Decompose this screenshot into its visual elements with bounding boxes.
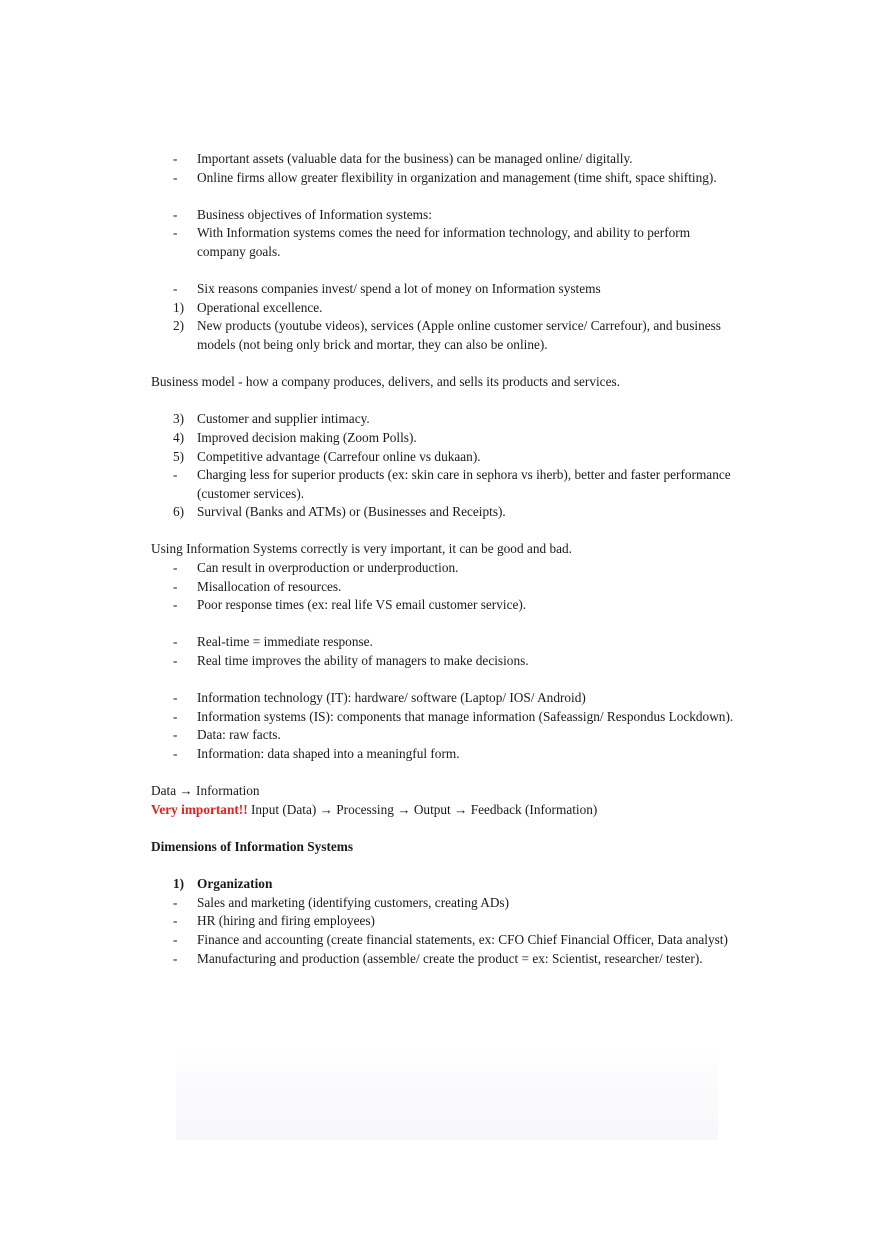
item-text: Competitive advantage (Carrefour online vs dukaan). (197, 448, 481, 464)
important-note: Very important!! (151, 801, 248, 817)
list-item (0, 633, 737, 652)
item-text: Charging less for superior products (ex: skin care in sephora vs iherb), better and faster performance (customer services). (197, 467, 731, 501)
list-item (0, 894, 737, 913)
section-heading: Dimensions of Information Systems (151, 838, 354, 854)
dash-marker: - (173, 151, 178, 166)
dash-marker: - (173, 560, 178, 576)
list-item (0, 466, 737, 503)
dash-marker: - (173, 708, 178, 724)
item-text: New products (youtube videos), services (Apple online customer service/ Carrefour), and business models (not being only brick and mortar, they can also be online). (197, 318, 721, 352)
list-item (0, 299, 737, 318)
list-item (0, 708, 737, 727)
list-item (0, 559, 737, 578)
item-text: Real-time = immediate response. (197, 634, 373, 650)
list-item (0, 931, 737, 950)
item-text: Important assets (valuable data for the business) can be managed online/ digitally. (197, 151, 633, 166)
item-text: Information technology (IT): hardware/ software (Laptop/ IOS/ Android) (197, 690, 586, 706)
list-item (0, 578, 737, 597)
dash-marker: - (173, 169, 178, 185)
list-item (0, 410, 737, 429)
dash-marker: - (173, 931, 178, 947)
page-shading (176, 1045, 718, 1140)
dash-marker: - (173, 913, 178, 929)
item-text: HR (hiring and firing employees) (197, 913, 375, 929)
list-item (0, 912, 737, 931)
number-marker: 3) (173, 411, 185, 427)
item-text: Misallocation of resources. (197, 578, 342, 594)
flow-text: Input (Data) → Processing → Output → Feedback (Information) (247, 801, 598, 817)
paragraph: Business model - how a company produces, delivers, and sells its products and services. (151, 374, 620, 390)
item-text: Real time improves the ability of managers to make decisions. (197, 653, 529, 669)
dash-marker: - (173, 690, 178, 706)
item-text: Customer and supplier intimacy. (197, 411, 370, 427)
item-text: Six reasons companies invest/ spend a lot of money on Information systems (197, 281, 601, 297)
number-marker: 1) (173, 299, 185, 315)
item-text: Improved decision making (Zoom Polls). (197, 429, 417, 445)
dash-marker: - (173, 653, 178, 669)
number-marker: 2) (173, 318, 185, 334)
list-item (0, 169, 737, 188)
list-item (0, 503, 737, 522)
number-marker: 4) (173, 429, 185, 445)
dash-marker: - (173, 578, 178, 594)
dash-marker: - (173, 467, 178, 483)
paragraph: Using Information Systems correctly is very important, it can be good and bad. (151, 541, 572, 557)
item-text: Data: raw facts. (197, 727, 281, 743)
item-text: Sales and marketing (identifying customers, creating ADs) (197, 894, 510, 910)
item-text: Information: data shaped into a meaningful form. (197, 746, 460, 761)
item-text: Business objectives of Information systems: (197, 206, 432, 222)
list-item (0, 429, 737, 448)
paragraph (0, 801, 731, 820)
item-text: Organization (197, 876, 273, 892)
dash-marker: - (173, 894, 178, 910)
list-item (0, 950, 737, 969)
item-text: Poor response times (ex: real life VS email customer service). (197, 597, 527, 613)
document-content (0, 150, 880, 968)
dash-marker: - (173, 727, 178, 743)
dash-marker: - (173, 225, 178, 241)
item-text: Survival (Banks and ATMs) or (Businesses and Receipts). (197, 504, 506, 520)
item-text: Manufacturing and production (assemble/ create the product = ex: Scientist, researcher/ tester). (197, 950, 703, 966)
list-item (0, 206, 737, 225)
dash-marker: - (173, 597, 178, 613)
list-item (0, 689, 737, 708)
item-text: With Information systems comes the need for information technology, and ability to perform company goals. (197, 225, 691, 259)
dash-marker: - (173, 634, 178, 650)
item-text: Can result in overproduction or underproduction. (197, 560, 459, 576)
item-text: Information systems (IS): components that manage information (Safeassign/ Respondus Lockdown). (197, 708, 734, 724)
dash-marker: - (173, 950, 178, 966)
list-item (0, 448, 737, 467)
item-text: Operational excellence. (197, 299, 323, 315)
dash-marker: - (173, 281, 178, 297)
paragraph: Data → Information (151, 783, 260, 799)
list-item (0, 745, 737, 764)
list-item (0, 224, 737, 261)
list-item (0, 596, 737, 615)
number-marker: 5) (173, 448, 185, 464)
list-item (0, 280, 737, 299)
list-item (0, 150, 737, 169)
item-text: Online firms allow greater flexibility in organization and management (time shift, space shifting). (197, 169, 717, 185)
list-item (0, 652, 737, 671)
list-item (0, 317, 737, 354)
dash-marker: - (173, 746, 178, 761)
list-item (0, 726, 737, 745)
list-item (0, 875, 737, 894)
number-marker: 1) (173, 876, 185, 892)
item-text: Finance and accounting (create financial statements, ex: CFO Chief Financial Officer, Data analyst) (197, 931, 728, 947)
dash-marker: - (173, 206, 178, 222)
number-marker: 6) (173, 504, 185, 520)
